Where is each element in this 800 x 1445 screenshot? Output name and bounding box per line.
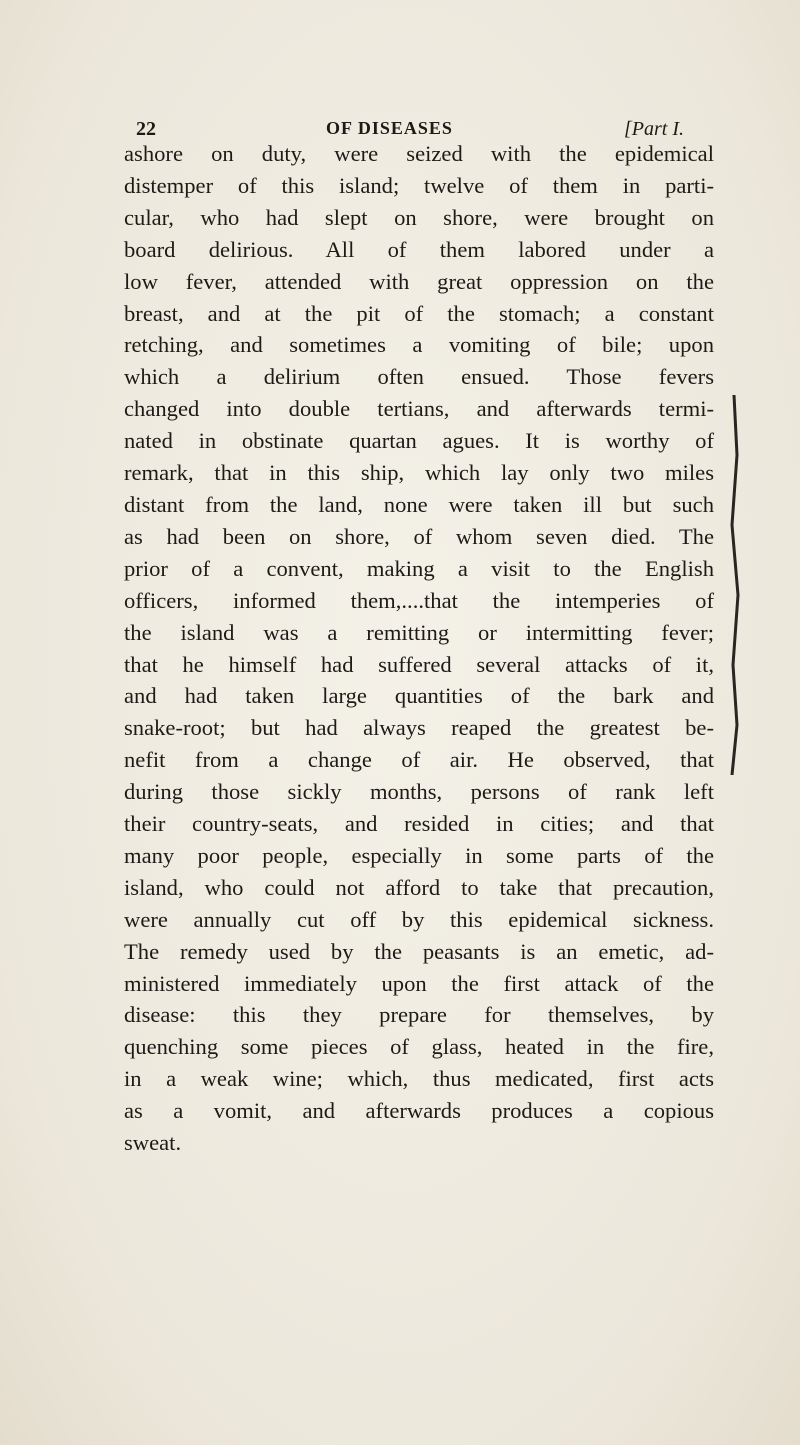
text-line: retching, and sometimes a vomiting of bile; upon [124,332,714,358]
text-line: as had been on shore, of whom seven died. The [124,523,714,549]
text-line: many poor people, especially in some parts of the [124,842,714,868]
text-line: quenching some pieces of glass, heated in the fire, [124,1034,714,1060]
text-line: their country-seats, and resided in cities; and that [124,811,714,837]
text-line: disease: this they prepare for themselves, by [124,1002,714,1028]
text-line: island, who could not afford to take that precaution, [124,874,714,900]
text-line: distant from the land, none were taken ill but such [124,491,714,517]
text-line: remark, that in this ship, which lay only two miles [124,460,714,486]
text-line: were annually cut off by this epidemical sickness. [124,906,714,932]
text-line: the island was a remitting or intermitting fever; [124,619,714,645]
text-line: officers, informed them,....that the intemperies of [124,587,714,613]
part-label: [Part I. [624,118,684,140]
running-title: OF DISEASES [326,118,453,138]
text-line: that he himself had suffered several attacks of it, [124,651,714,677]
text-line: nated in obstinate quartan agues. It is worthy of [124,428,714,454]
text-line: and had taken large quantities of the bark and [124,683,714,709]
text-line: snake-root; but had always reaped the greatest be- [124,715,714,741]
margin-bracket-mark [728,395,742,775]
text-line: board delirious. All of them labored under a [124,236,714,262]
text-line: ministered immediately upon the first attack of the [124,970,714,996]
text-line: ashore on duty, were seized with the epidemical [124,141,714,166]
text-line: changed into double tertians, and afterwards termi- [124,396,714,422]
text-line: as a vomit, and afterwards produces a copious [124,1098,714,1124]
text-line: low fever, attended with great oppression on the [124,268,714,294]
text-line: cular, who had slept on shore, were brought on [124,204,714,230]
page-number: 22 [136,118,156,140]
text-line: nefit from a change of air. He observed, that [124,747,714,773]
text-line: in a weak wine; which, thus medicated, first acts [124,1066,714,1092]
text-line: sweat. [124,1130,182,1156]
text-line: during those sickly months, persons of rank left [124,779,714,805]
text-line: which a delirium often ensued. Those fevers [124,364,714,390]
text-line: breast, and at the pit of the stomach; a constant [124,300,714,326]
text-line: distemper of this island; twelve of them in parti- [124,172,714,198]
text-line: The remedy used by the peasants is an emetic, ad- [124,938,714,964]
text-line: prior of a convent, making a visit to the English [124,555,714,581]
body-text [124,138,714,1159]
